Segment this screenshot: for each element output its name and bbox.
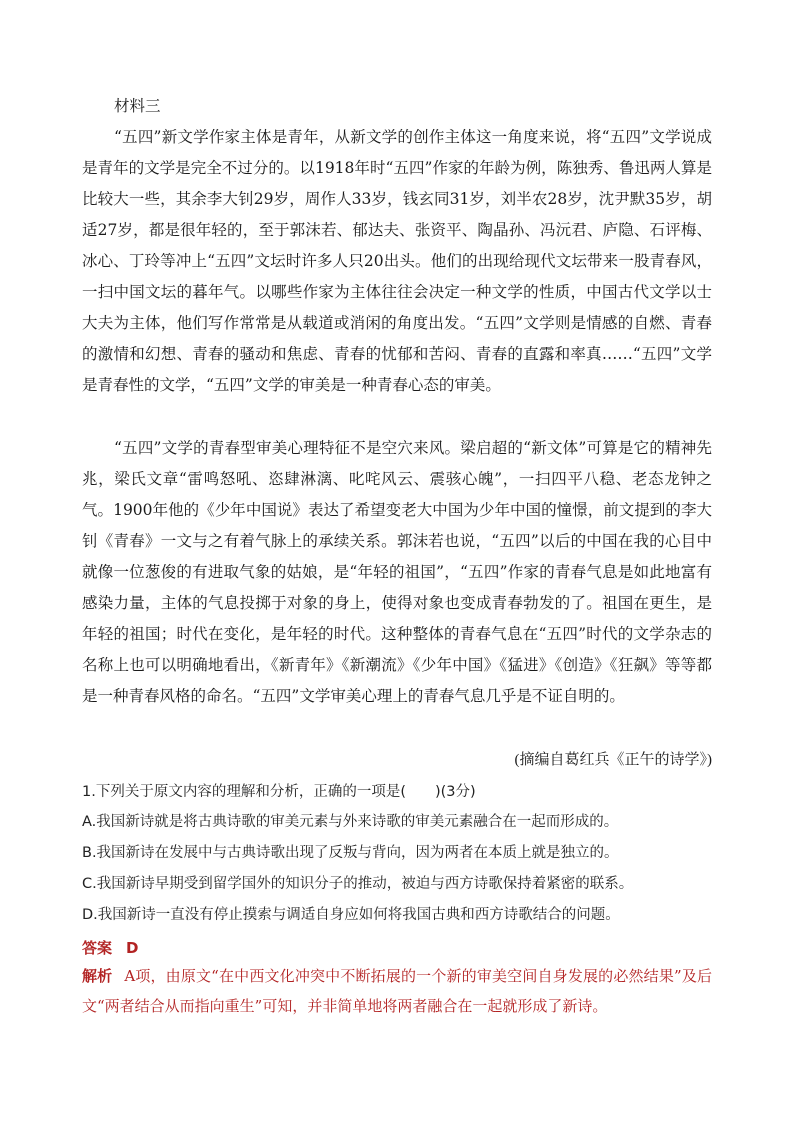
material-paragraph-2: “五四”文学的青春型审美心理特征不是空穴来风。梁启超的“新文体”可算是它的精神先兆，梁氏文章“雷鸣怒吼、恣肆淋漓、叱咤风云、震骇心魄”，一扫四平八稳、老态龙钟之气。1900年他的《少年中国说》表达了希望变老大中国为少年中国的憧憬，前文提到的李大钊《青春》一文与之有着气脉上的承续关系。郭沫若也说，“五四”以后的中国在我的心目中就像一位葱俊的有进取气象的姑娘，是“年轻的祖国”，“五四”作家的青春气息是如此地富有感染力量，主体的气息投掷于对象的身上，使得对象也变成青春勃发的了。祖国在更生，是年轻的祖国；时代在变化，是年轻的时代。这种整体的青春气息在“五四”时代的文学杂志的名称上也可以明确地看出，《新青年》《新潮流》《少年中国》《猛进》《创造》《狂飙》等等都是一种青春风格的命名。“五四”文学审美心理上的青春气息几乎是不证自明的。 bbox=[82, 439, 712, 705]
option-a: A.我国新诗就是将古典诗歌的审美元素与外来诗歌的审美元素融合在一起而形成的。 bbox=[82, 814, 619, 830]
option-c: C.我国新诗早期受到留学国外的知识分子的推动，被迫与西方诗歌保持着紧密的联系。 bbox=[82, 876, 634, 892]
material-paragraph-1: “五四”新文学作家主体是青年，从新文学的创作主体这一角度来说，将“五四”文学说成是青年的文学是完全不过分的。以1918年时“五四”作家的年龄为例，陈独秀、鲁迅两人算是比较大一些，其余李大钊29岁，周作人33岁，钱玄同31岁，刘半农28岁，沈尹默35岁，胡适27岁，都是很年轻的，至于郭沫若、郁达夫、张资平、陶晶孙、冯沅君、庐隐、石评梅、冰心、丁玲等冲上“五四”文坛时许多人只20出头。他们的出现给现代文坛带来一股青春风，一扫中国文坛的暮年气。以哪些作家为主体往往会决定一种文学的性质，中国古代文学以士大夫为主体，他们写作常常是从载道或消闲的角度出发。“五四”文学则是情感的自燃、青春的激情和幻想、青春的骚动和焦虑、青春的忧郁和苦闷、青春的直露和率真……“五四”文学是青春性的文学，“五四”文学的审美是一种青春心态的审美。 bbox=[82, 128, 712, 394]
analysis-label: 解析 bbox=[82, 967, 113, 985]
material-heading: 材料三 bbox=[114, 97, 161, 115]
answer-value: D bbox=[126, 939, 139, 957]
material-source: (摘编自葛红兵《正午的诗学》) bbox=[514, 752, 712, 768]
question-stem: 1.下列关于原文内容的理解和分析，正确的一项是( )(3分) bbox=[82, 784, 476, 800]
analysis-text: A项，由原文“在中西文化冲突中不断拓展的一个新的审美空间自身发展的必然结果”及后文“两者结合从而指向重生”可知，并非简单地将两者融合在一起就形成了新诗。 bbox=[82, 967, 712, 1015]
option-b: B.我国新诗在发展中与古典诗歌出现了反叛与背向，因为两者在本质上就是独立的。 bbox=[82, 845, 619, 861]
answer-label: 答案 bbox=[82, 939, 113, 957]
option-d: D.我国新诗一直没有停止摸索与调适自身应如何将我国古典和西方诗歌结合的问题。 bbox=[82, 907, 620, 923]
analysis-block bbox=[82, 961, 712, 1021]
answer-line bbox=[82, 937, 138, 958]
